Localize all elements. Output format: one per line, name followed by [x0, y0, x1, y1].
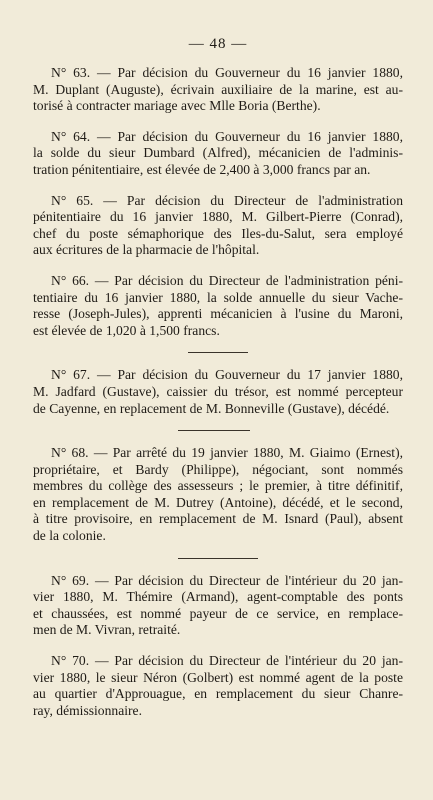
entry-67	[33, 367, 403, 417]
entry-line: chef du poste sémaphorique des Iles-du-Salut, sera employé	[33, 225, 403, 241]
entry-69	[33, 573, 403, 639]
entry-70	[33, 653, 403, 719]
entry-line: et chaussées, est nommé payeur de ce service, en remplace-	[33, 605, 403, 621]
entry-66	[33, 273, 403, 339]
section-divider	[188, 352, 248, 353]
entry-line: torisé à contracter mariage avec Mlle Boria (Berthe).	[33, 98, 321, 114]
entry-line: ray, démissionnaire.	[33, 702, 142, 718]
entry-line: N° 68. — Par arrêté du 19 janvier 1880, M. Giaimo (Ernest),	[51, 445, 403, 461]
section-divider	[178, 558, 258, 559]
entry-line: N° 67. — Par décision du Gouverneur du 17 janvier 1880,	[51, 367, 403, 383]
entry-line: à titre provisoire, en remplacement de M. Isnard (Paul), absent	[33, 511, 403, 527]
entry-line: membres du collège des assesseurs ; le premier, à titre définitif,	[33, 478, 403, 494]
entry-64	[33, 129, 403, 179]
entry-line: propriétaire, et Bardy (Philippe), négociant, sont nommés	[33, 461, 403, 477]
entry-line: N° 70. — Par décision du Directeur de l'intérieur du 20 jan-	[51, 653, 403, 669]
entry-line: est élevée de 1,020 à 1,500 francs.	[33, 322, 220, 338]
entry-line: tentiaire du 16 janvier 1880, la solde annuelle du sieur Vache-	[33, 289, 403, 305]
entry-line: tration pénitentiaire, est élevée de 2,400 à 3,000 francs par an.	[33, 161, 371, 177]
entry-line: N° 64. — Par décision du Gouverneur du 16 janvier 1880,	[51, 128, 403, 144]
entry-line: M. Duplant (Auguste), écrivain auxiliaire de la marine, est au-	[33, 81, 403, 97]
page-number: — 48 —	[188, 36, 248, 52]
entry-line: la solde du sieur Dumbard (Alfred), mécanicien de l'adminis-	[33, 145, 403, 161]
entry-line: resse (Joseph-Jules), apprenti mécanicien à l'usine du Maroni,	[33, 306, 403, 322]
entry-line: N° 63. — Par décision du Gouverneur du 16 janvier 1880,	[51, 65, 403, 80]
entry-line: en remplacement de M. Dutrey (Antoine), décédé, et le second,	[33, 494, 403, 510]
entry-63	[33, 65, 403, 115]
entry-line: men de M. Vivran, retraité.	[33, 622, 181, 638]
entry-line: pénitentiaire du 16 janvier 1880, M. Gilbert-Pierre (Conrad),	[33, 209, 403, 225]
entry-line: M. Jadfard (Gustave), caissier du trésor, est nommé percepteur	[33, 383, 403, 399]
entry-line: au quartier d'Approuague, en remplacement du sieur Chanre-	[33, 686, 403, 702]
entry-line: vier 1880, M. Thémire (Armand), agent-comptable des ponts	[33, 589, 403, 605]
entry-line: N° 69. — Par décision du Directeur de l'intérieur du 20 jan-	[51, 572, 403, 588]
entry-65	[33, 193, 403, 259]
entry-line: aux écritures de la pharmacie de l'hôpital.	[33, 242, 260, 258]
entry-line: de la colonie.	[33, 528, 106, 544]
entry-line: de Cayenne, en replacement de M. Bonneville (Gustave), décédé.	[33, 400, 390, 416]
section-divider	[178, 430, 250, 431]
entry-line: N° 65. — Par décision du Directeur de l'administration	[51, 192, 403, 208]
entry-68	[33, 445, 403, 545]
entry-line: vier 1880, le sieur Néron (Golbert) est nommé agent de la poste	[33, 669, 403, 685]
entry-line: N° 66. — Par décision du Directeur de l'administration péni-	[51, 272, 403, 288]
